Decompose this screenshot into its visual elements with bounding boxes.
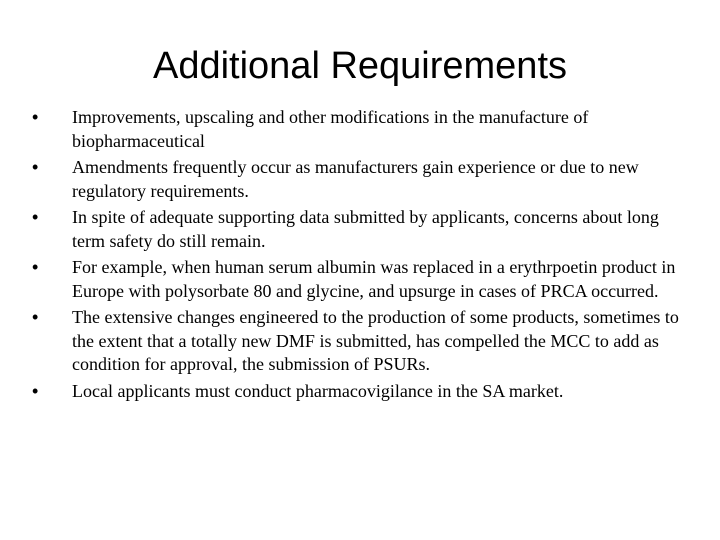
bullet-point-icon: • xyxy=(32,107,39,127)
bullet-text: In spite of adequate supporting data submitted by applicants, concerns about long term safety do still remain. xyxy=(72,207,659,251)
bullet-text: Local applicants must conduct pharmacovigilance in the SA market. xyxy=(72,380,564,401)
bullet-text: Improvements, upscaling and other modifications in the manufacture of biopharmaceutical xyxy=(72,107,589,151)
bullet-point-icon: • xyxy=(32,157,39,177)
bullet-point-icon: • xyxy=(32,207,39,227)
bullet-point-icon: • xyxy=(32,257,39,277)
bullet-point-icon: • xyxy=(32,307,39,327)
bullet-item-6 xyxy=(30,380,680,404)
bullet-point-icon: • xyxy=(32,380,39,401)
bullet-item-4 xyxy=(30,256,680,303)
bullet-text: Amendments frequently occur as manufacturers gain experience or due to new regulatory requirements. xyxy=(72,157,639,201)
bullet-item-1 xyxy=(30,106,680,153)
bullet-text: The extensive changes engineered to the production of some products, sometimes to the extent that a totally new DMF is submitted, has compelled the MCC to add as condition for approval, the submission of PSURs. xyxy=(72,307,679,374)
bullet-list xyxy=(30,106,680,406)
bullet-text: For example, when human serum albumin was replaced in a erythrpoetin product in Europe with polysorbate 80 and glycine, and upsurge in cases of PRCA occurred. xyxy=(72,257,676,301)
bullet-item-5 xyxy=(30,306,680,377)
bullet-item-3 xyxy=(30,206,680,253)
slide-title: Additional Requirements xyxy=(152,45,567,87)
bullet-item-2 xyxy=(30,156,680,203)
